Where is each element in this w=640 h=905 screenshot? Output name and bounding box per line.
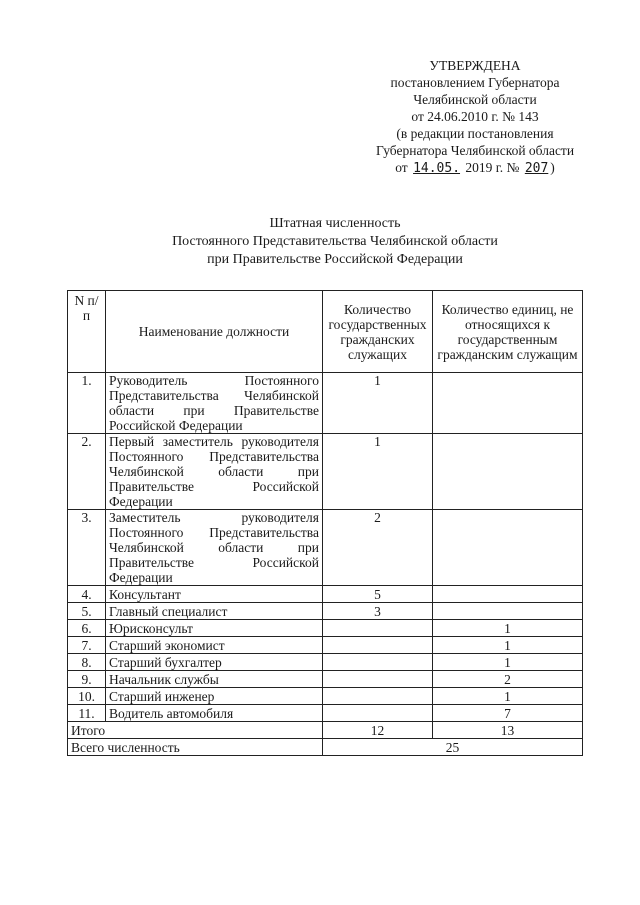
title-line: Постоянного Представительства Челябинской области: [172, 234, 498, 249]
approval-close-paren: ): [550, 160, 555, 175]
table-row: [68, 603, 583, 620]
grand-total-value: 25: [323, 739, 583, 756]
header-number: N п/п: [68, 291, 106, 373]
row-number: 1.: [68, 373, 106, 434]
total-label: Итого: [68, 722, 323, 739]
non-civil-count: [433, 603, 583, 620]
civil-servants-count: 5: [323, 586, 433, 603]
civil-servants-count: [323, 654, 433, 671]
handwritten-date: 14.05.: [413, 161, 461, 176]
total-row: [68, 722, 583, 739]
table-row: [68, 705, 583, 722]
document-title: [100, 215, 570, 269]
table-row: [68, 510, 583, 586]
non-civil-count: 1: [433, 620, 583, 637]
row-number: 8.: [68, 654, 106, 671]
position-name: Заместитель руководителя Постоянного Представительства Челябинской области при Правительстве Российской Федерации: [106, 510, 323, 586]
title-line: при Правительстве Российской Федерации: [207, 252, 463, 267]
position-name: Первый заместитель руководителя Постоянного Представительства Челябинской области при Правительстве Российской Федерации: [106, 434, 323, 510]
position-name: Начальник службы: [106, 671, 323, 688]
table-row: [68, 654, 583, 671]
position-name: Юрисконсульт: [106, 620, 323, 637]
approval-stamp: [360, 57, 590, 177]
title-line: Штатная численность: [269, 216, 401, 231]
approval-line: Губернатора Челябинской области: [375, 143, 575, 158]
non-civil-count: 1: [433, 688, 583, 705]
staff-table: [67, 290, 583, 756]
civil-servants-count: 3: [323, 603, 433, 620]
position-name: Старший экономист: [106, 637, 323, 654]
civil-servants-count: [323, 705, 433, 722]
approval-amendment-line: [360, 159, 590, 177]
non-civil-count: 2: [433, 671, 583, 688]
approval-from-label: от: [395, 160, 408, 175]
non-civil-count: [433, 510, 583, 586]
header-non-civil-servants: Количество единиц, не относящихся к государственным гражданским служащим: [433, 291, 583, 373]
position-name: Водитель автомобиля: [106, 705, 323, 722]
approval-line: от 24.06.2010 г. № 143: [411, 109, 539, 124]
table-row: [68, 586, 583, 603]
header-position: Наименование должности: [106, 291, 323, 373]
row-number: 5.: [68, 603, 106, 620]
civil-servants-count: 2: [323, 510, 433, 586]
table-row: [68, 688, 583, 705]
grand-total-label: Всего численность: [68, 739, 323, 756]
civil-servants-count: [323, 637, 433, 654]
approval-year-label: 2019 г. №: [465, 160, 520, 175]
non-civil-count: [433, 373, 583, 434]
header-civil-servants: Количество государственных гражданских служащих: [323, 291, 433, 373]
table-row: [68, 620, 583, 637]
approval-heading: УТВЕРЖДЕНА: [429, 58, 521, 73]
approval-line: Челябинской области: [413, 92, 537, 107]
row-number: 4.: [68, 586, 106, 603]
row-number: 3.: [68, 510, 106, 586]
total-civil-servants: 12: [323, 722, 433, 739]
civil-servants-count: 1: [323, 434, 433, 510]
total-non-civil: 13: [433, 722, 583, 739]
position-name: Старший бухгалтер: [106, 654, 323, 671]
table-row: [68, 637, 583, 654]
position-name: Главный специалист: [106, 603, 323, 620]
non-civil-count: 7: [433, 705, 583, 722]
row-number: 10.: [68, 688, 106, 705]
grand-total-row: [68, 739, 583, 756]
table-row: [68, 373, 583, 434]
approval-line: (в редакции постановления: [396, 126, 554, 141]
row-number: 7.: [68, 637, 106, 654]
row-number: 9.: [68, 671, 106, 688]
non-civil-count: 1: [433, 637, 583, 654]
table-row: [68, 434, 583, 510]
row-number: 11.: [68, 705, 106, 722]
approval-line: постановлением Губернатора: [390, 75, 560, 90]
position-name: Руководитель Постоянного Представительства Челябинской области при Правительстве Российской Федерации: [106, 373, 323, 434]
civil-servants-count: [323, 620, 433, 637]
non-civil-count: [433, 434, 583, 510]
position-name: Консультант: [106, 586, 323, 603]
non-civil-count: [433, 586, 583, 603]
table-row: [68, 671, 583, 688]
civil-servants-count: [323, 671, 433, 688]
non-civil-count: 1: [433, 654, 583, 671]
civil-servants-count: 1: [323, 373, 433, 434]
position-name: Старший инженер: [106, 688, 323, 705]
row-number: 6.: [68, 620, 106, 637]
civil-servants-count: [323, 688, 433, 705]
row-number: 2.: [68, 434, 106, 510]
handwritten-number: 207: [524, 161, 549, 176]
